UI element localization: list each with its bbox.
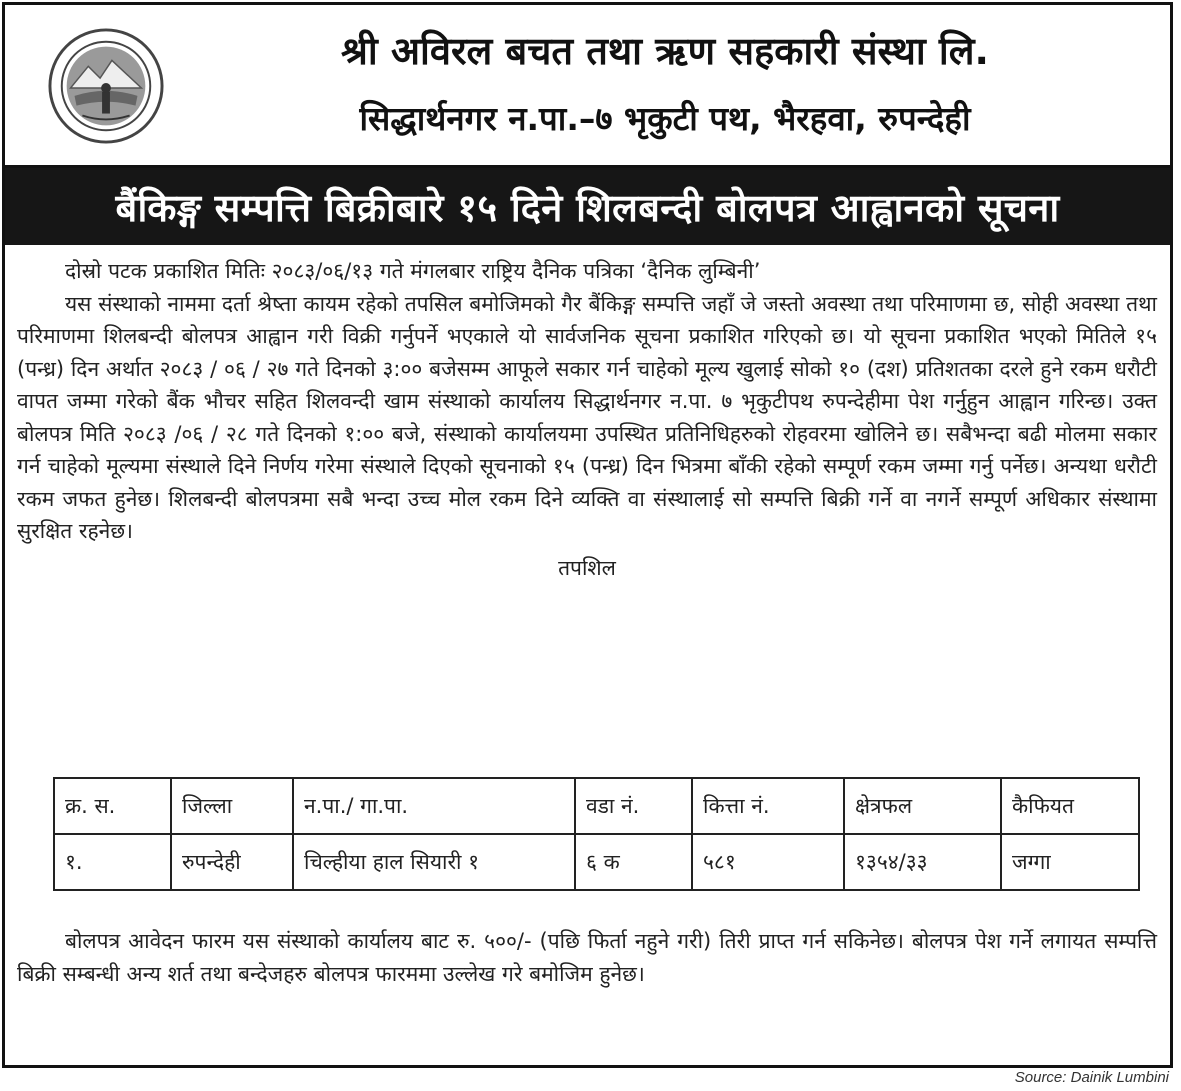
notice-title-banner: बैंकिङ्ग सम्पत्ति बिक्रीबारे १५ दिने शिलबन्दी बोलपत्र आह्वानको सूचना xyxy=(5,168,1170,245)
cell-remarks: जग्गा xyxy=(1001,834,1139,890)
source-credit: Source: Dainik Lumbini xyxy=(1014,1069,1169,1086)
cell-area: १३५४/३३ xyxy=(844,834,1001,890)
header-cell-ward: वडा नं. xyxy=(575,778,692,834)
cell-district: रुपन्देही xyxy=(171,834,293,890)
header-cell-plot-number: कित्ता नं. xyxy=(692,778,844,834)
header-cell-area: क्षेत्रफल xyxy=(844,778,1001,834)
header-cell-municipality: न.पा./ गा.पा. xyxy=(293,778,575,834)
header-cell-serial: क्र. स. xyxy=(54,778,171,834)
table-row xyxy=(54,834,1139,890)
cell-plot-number: ५८१ xyxy=(692,834,844,890)
table-header-row xyxy=(54,778,1139,834)
cell-municipality: चिल्हीया हाल सियारी १ xyxy=(293,834,575,890)
publication-line: दोस्रो पटक प्रकाशित मितिः २०८३/०६/१३ गते मंगलबार राष्ट्रिय दैनिक पत्रिका ‘दैनिक लुम्बिनी’ xyxy=(65,259,761,283)
application-form-paragraph: बोलपत्र आवेदन फारम यस संस्थाको कार्यालय बाट रु. ५००/- (पछि फिर्ता नहुने गरी) तिरी प्राप्त गर्न सकिनेछ। बोलपत्र पेश गर्ने लगायत सम्पत्ति बिक्री सम्बन्धी अन्य शर्त तथा बन्देजहरु बोलपत्र फारममा उल्लेख गरे बमोजिम हुनेछ। xyxy=(17,929,1157,986)
notice-frame xyxy=(2,2,1173,1068)
property-details-table xyxy=(53,777,1140,891)
organization-address: सिद्धार्थनगर न.पा.–७ भृकुटी पथ, भैरहवा, रुपन्देही xyxy=(359,99,971,138)
organization-name: श्री अविरल बचत तथा ऋण सहकारी संस्था लि. xyxy=(341,29,989,73)
notice-header xyxy=(5,5,1170,168)
header-cell-district: जिल्ला xyxy=(171,778,293,834)
header-cell-remarks: कैफियत xyxy=(1001,778,1139,834)
notice-body xyxy=(17,255,1157,590)
notice-paragraph: यस संस्थाको नाममा दर्ता श्रेष्ता कायम रहेको तपसिल बमोजिमको गैर बैंकिङ्ग सम्पत्ति जहाँ जे जस्तो अवस्था तथा परिमाणमा छ, सोही अवस्था तथा परिमाणमा शिलबन्दी बोलपत्र आह्वान गरी विक्री गर्नुपर्ने भएकाले यो सार्वजनिक सूचना प्रकाशित गरिएको छ। यो सूचना प्रकाशित भएको मितिले १५ (पन्ध्र) दिन अर्थात २०८३ / ०६ / २७ गते दिनको ३:०० बजेसम्म आफूले सकार गर्न चाहेको मूल्य खुलाई सोको १० (दश) प्रतिशतका दरले हुने रकम धरौटी वापत जम्मा गरेको बैंक भौचर सहित शिलवन्दी खाम संस्थाको कार्यालय सिद्धार्थनगर न.पा. ७ भृकुटीपथ रुपन्देहीमा पेश गर्नुहुन आह्वान गरिन्छ। उक्त बोलपत्र मिति २०८३ /०६ / २८ गते दिनको १:०० बजे, संस्थाको कार्यालयमा उपस्थित प्रतिनिधिहरुको रोहवरमा खोलिने छ। सबैभन्दा बढी मोलमा सकार गर्न चाहेको मूल्यमा संस्थाले दिने निर्णय गरेमा संस्थाले दिएको सूचनाको १५ (पन्ध्र) दिन भित्रमा बाँकी रहेको सम्पूर्ण रकम जम्मा गर्नु पर्नेछ। अन्यथा धरौटी रकम जफत हुनेछ। शिलबन्दी बोलपत्रमा सबै भन्दा उच्च मोल रकम दिने व्यक्ति वा संस्थालाई सो सम्पत्ति बिक्री गर्ने वा नगर्ने सम्पूर्ण अधिकार संस्थामा सुरक्षित रहनेछ। xyxy=(17,291,1157,543)
cell-serial: १. xyxy=(54,834,171,890)
schedule-title: तपशिल xyxy=(558,555,616,580)
cell-ward: ६ क xyxy=(575,834,692,890)
cooperative-seal-icon xyxy=(47,27,165,145)
